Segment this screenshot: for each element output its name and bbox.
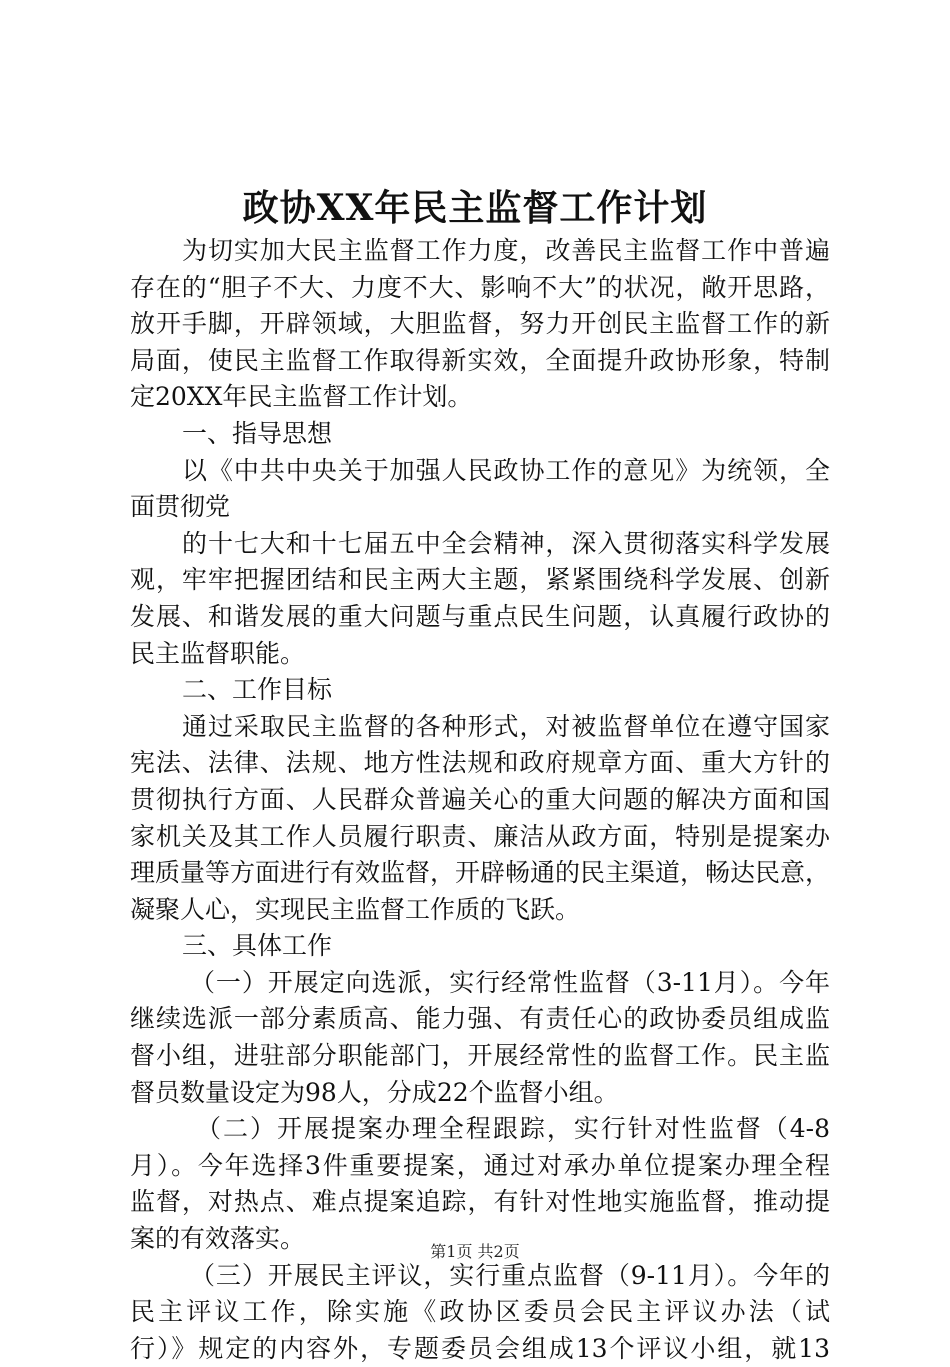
text-line: 贯彻执行方面、人民群众普遍关心的重大问题的解决方面和国 (130, 784, 830, 814)
section-heading-guiding-ideology: 一、指导思想 (182, 418, 333, 448)
document-title: 政协XX年民主监督工作计划 (242, 187, 708, 229)
text-line: （一）开展定向选派，实行经常性监督（3-11月）。今年 (190, 967, 830, 997)
text-line: 为切实加大民主监督工作力度，改善民主监督工作中普遍 (182, 236, 830, 265)
text-line: 民主监督职能。 (130, 638, 306, 668)
text-line: 监督，对热点、难点提案追踪，有针对性地实施监督，推动提 (130, 1187, 830, 1217)
text-line: 行）》规定的内容外，专题委员会组成13个评议小组，就13 (130, 1333, 830, 1363)
text-line: 局面，使民主监督工作取得新实效，全面提升政协形象，特制 (130, 345, 830, 375)
text-line: 月）。今年选择3件重要提案，通过对承办单位提案办理全程 (130, 1150, 830, 1180)
text-line: 民主评议工作，除实施《政协区委员会民主评议办法（试 (130, 1297, 830, 1327)
text-line: 以《中共中央关于加强人民政协工作的意见》为统领，全 (182, 455, 830, 485)
text-line: 定20XX年民主监督工作计划。 (130, 382, 473, 412)
text-line: 案的有效落实。 (130, 1224, 306, 1254)
section-heading-work-goals: 二、工作目标 (182, 675, 333, 705)
text-line: （三）开展民主评议，实行重点监督（9-11月）。今年的 (190, 1260, 830, 1290)
text-line: 督小组，进驻部分职能部门，开展经常性的监督工作。民主监 (130, 1041, 830, 1071)
text-line: 面贯彻党 (130, 492, 231, 522)
text-line: 凝聚人心，实现民主监督工作质的飞跃。 (130, 894, 581, 924)
text-line: （二）开展提案办理全程跟踪，实行针对性监督（4-8 (196, 1114, 830, 1144)
text-line: 宪法、法律、法规、地方性法规和政府规章方面、重大方针的 (130, 748, 830, 778)
text-line: 放开手脚，开辟领域，大胆监督，努力开创民主监督工作的新 (130, 309, 830, 339)
section-heading-specific-work: 三、具体工作 (182, 931, 333, 961)
text-line: 的十七大和十七届五中全会精神，深入贯彻落实科学发展 (182, 528, 830, 558)
text-line: 督员数量设定为98人，分成22个监督小组。 (130, 1077, 619, 1107)
document-body (130, 233, 830, 1367)
text-line: 观，牢牢把握团结和民主两大主题，紧紧围绕科学发展、创新 (130, 565, 830, 595)
text-line: 通过采取民主监督的各种形式，对被监督单位在遵守国家 (182, 711, 830, 741)
text-line: 继续选派一部分素质高、能力强、有责任心的政协委员组成监 (130, 1004, 830, 1034)
text-line: 存在的“胆子不大、力度不大、影响不大”的状况，敞开思路， (130, 272, 830, 302)
text-line: 理质量等方面进行有效监督，开辟畅通的民主渠道，畅达民意， (130, 858, 831, 888)
text-line: 发展、和谐发展的重大问题与重点民生问题，认真履行政协的 (130, 601, 830, 631)
page-indicator: 第1页 共2页 (430, 1242, 520, 1261)
text-line: 家机关及其工作人员履行职责、廉洁从政方面，特别是提案办 (130, 821, 830, 851)
